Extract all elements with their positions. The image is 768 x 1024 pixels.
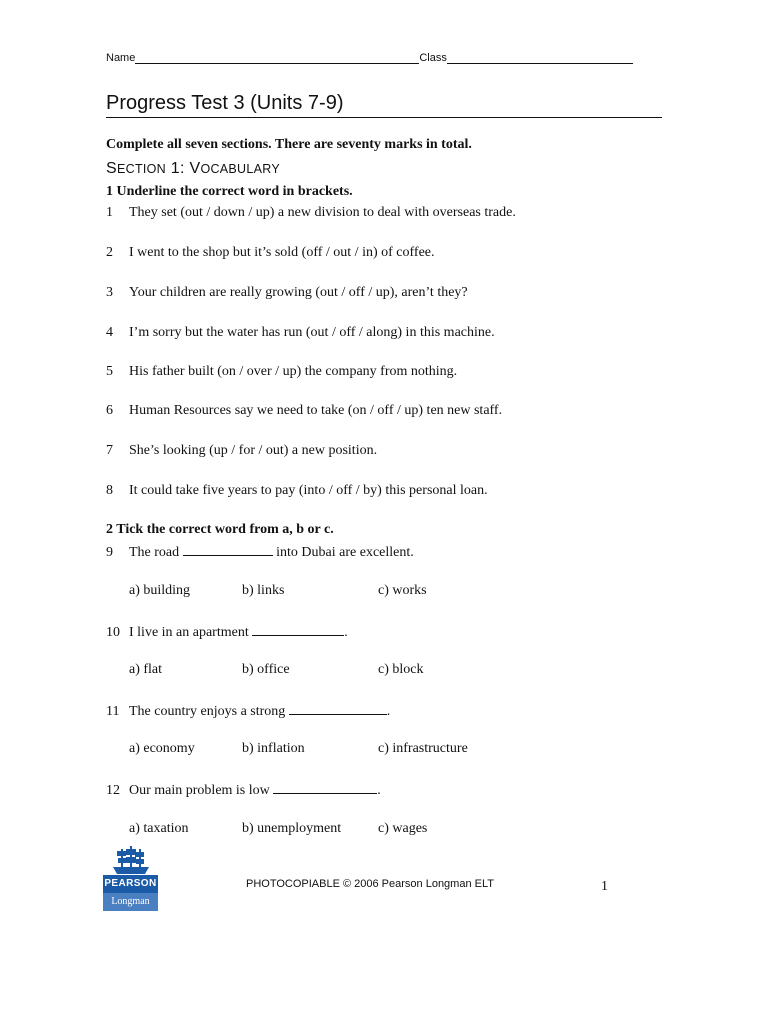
class-field[interactable]: [447, 53, 633, 64]
question-4: 4 I’m sorry but the water has run (out / off / along) in this machine.: [106, 325, 495, 340]
option-c[interactable]: c) block: [378, 662, 424, 677]
name-label: Name: [106, 52, 136, 64]
page-title: Progress Test 3 (Units 7-9): [106, 92, 662, 118]
option-a[interactable]: a) economy: [129, 741, 195, 756]
question-8: 8 It could take five years to pay (into / off / by) this personal loan.: [106, 483, 488, 498]
footer-copyright: PHOTOCOPIABLE © 2006 Pearson Longman ELT: [246, 878, 494, 890]
question-10: 10 I live in an apartment .: [106, 625, 348, 640]
class-label: Class: [419, 52, 447, 64]
question-6: 6 Human Resources say we need to take (on / off / up) ten new staff.: [106, 403, 503, 418]
question-7: 7 She’s looking (up / for / out) a new position.: [106, 443, 378, 458]
option-a[interactable]: a) flat: [129, 662, 163, 677]
name-class-line: [106, 52, 633, 64]
answer-blank[interactable]: [183, 543, 273, 556]
page-number: 1: [601, 879, 608, 894]
option-b[interactable]: b) inflation: [242, 741, 305, 756]
name-field[interactable]: [135, 53, 419, 64]
option-b[interactable]: b) links: [242, 583, 285, 598]
pearson-longman-logo: [103, 845, 158, 911]
option-c[interactable]: c) wages: [378, 821, 428, 836]
part1-heading: 1 Underline the correct word in brackets.: [106, 184, 353, 199]
brand-longman: Longman: [103, 893, 158, 911]
option-b[interactable]: b) unemployment: [242, 821, 342, 836]
section-heading: SECTION 1: VOCABULARY: [106, 160, 281, 177]
question-1: 1 They set (out / down / up) a new division to deal with overseas trade.: [106, 205, 516, 220]
option-b[interactable]: b) office: [242, 662, 290, 677]
answer-blank[interactable]: [289, 702, 387, 715]
answer-blank[interactable]: [273, 781, 377, 794]
answer-blank[interactable]: [252, 623, 344, 636]
option-a[interactable]: a) taxation: [129, 821, 189, 836]
brand-pearson: PEARSON: [103, 875, 158, 893]
option-c[interactable]: c) works: [378, 583, 427, 598]
question-5: 5 His father built (on / over / up) the company from nothing.: [106, 364, 458, 379]
question-9: 9 The road into Dubai are excellent.: [106, 545, 414, 560]
option-c[interactable]: c) infrastructure: [378, 741, 468, 756]
instructions: Complete all seven sections. There are seventy marks in total.: [106, 137, 472, 152]
option-a[interactable]: a) building: [129, 583, 191, 598]
question-11: 11 The country enjoys a strong .: [106, 704, 391, 719]
part2-heading: 2 Tick the correct word from a, b or c.: [106, 522, 334, 537]
question-3: 3 Your children are really growing (out / off / up), aren’t they?: [106, 285, 468, 300]
question-12: 12 Our main problem is low .: [106, 783, 381, 798]
ship-icon: [103, 845, 158, 875]
question-2: 2 I went to the shop but it’s sold (off / out / in) of coffee.: [106, 245, 435, 260]
